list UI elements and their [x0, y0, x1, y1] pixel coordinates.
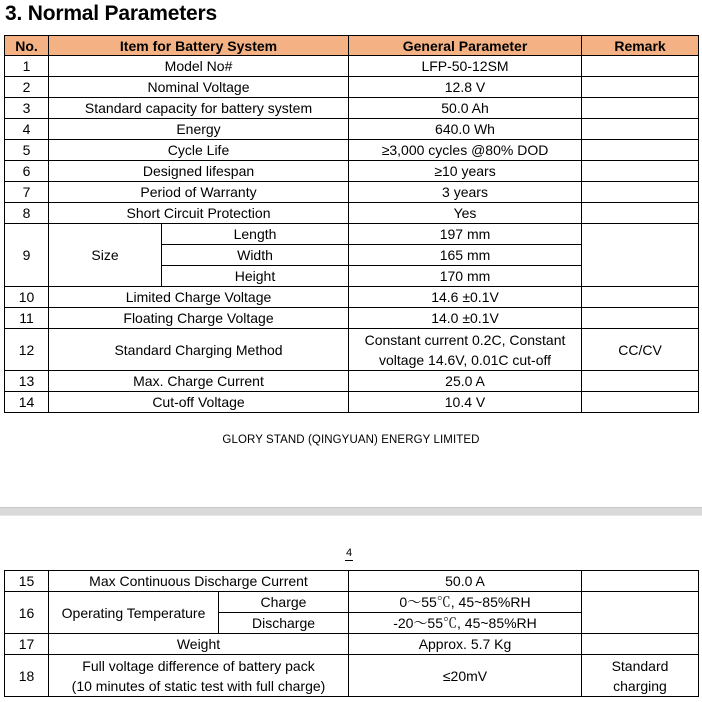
table-row: [5, 329, 699, 371]
remark-cell: [582, 119, 699, 140]
parameter-value: LFP-50-12SM: [349, 56, 582, 77]
parameter-value: 50.0 Ah: [349, 98, 582, 119]
remark-cell: [582, 655, 699, 697]
table-row: [5, 392, 699, 413]
row-number: 9: [5, 224, 49, 287]
item-line: Full voltage difference of battery pack: [82, 657, 315, 674]
parameter-value: 640.0 Wh: [349, 119, 582, 140]
row-number: 16: [5, 592, 49, 634]
table-row: [5, 287, 699, 308]
table-row: [5, 119, 699, 140]
column-header-no: No.: [5, 36, 49, 56]
parameter-value: ≤20mV: [349, 655, 582, 697]
discharge-label: Discharge: [219, 613, 349, 634]
parameter-value: Approx. 5.7 Kg: [349, 634, 582, 655]
parameter-value: 25.0 A: [349, 371, 582, 392]
table-row: [5, 56, 699, 77]
row-number: 2: [5, 77, 49, 98]
row-number: 5: [5, 140, 49, 161]
page-separator: [0, 507, 702, 516]
charge-label: Charge: [219, 592, 349, 613]
row-number: 6: [5, 161, 49, 182]
size-length-value: 197 mm: [349, 224, 582, 245]
column-header-remark: Remark: [582, 36, 699, 56]
row-number: 10: [5, 287, 49, 308]
normal-parameters-table: [4, 35, 699, 413]
remark-cell: [582, 224, 699, 287]
parameter-value: 3 years: [349, 182, 582, 203]
remark-cell: [582, 287, 699, 308]
page-number: 4: [346, 547, 353, 559]
remark-cell: [582, 182, 699, 203]
remark-cell: [582, 161, 699, 182]
size-label: Size: [49, 224, 162, 287]
normal-parameters-table-continued: [4, 570, 699, 697]
remark-cell: [582, 634, 699, 655]
item-name: Max. Charge Current: [49, 371, 349, 392]
parameter-value: [349, 329, 582, 371]
table-row: [5, 98, 699, 119]
row-number: 7: [5, 182, 49, 203]
remark-cell: [582, 140, 699, 161]
remark-cell: [582, 203, 699, 224]
row-number: 3: [5, 98, 49, 119]
row-number: 17: [5, 634, 49, 655]
parameter-line: Constant current 0.2C, Constant: [364, 331, 566, 348]
row-number: 18: [5, 655, 49, 697]
item-name: Cut-off Voltage: [49, 392, 349, 413]
size-height-value: 170 mm: [349, 266, 582, 287]
parameter-line: voltage 14.6V, 0.01C cut-off: [379, 351, 552, 368]
remark-line: Standard: [611, 657, 669, 674]
table-row: [5, 77, 699, 98]
remark-cell: [582, 392, 699, 413]
item-name: Standard capacity for battery system: [49, 98, 349, 119]
row-number: 11: [5, 308, 49, 329]
table-row: [5, 571, 699, 592]
parameter-value: Yes: [349, 203, 582, 224]
table-row: [5, 308, 699, 329]
size-length-label: Length: [162, 224, 349, 245]
parameter-value: 14.0 ±0.1V: [349, 308, 582, 329]
parameter-value: 50.0 A: [349, 571, 582, 592]
remark-cell: [582, 592, 699, 634]
column-header-item: Item for Battery System: [49, 36, 349, 56]
item-line: (10 minutes of static test with full charge): [71, 677, 326, 694]
row-number: 15: [5, 571, 49, 592]
item-name: Short Circuit Protection: [49, 203, 349, 224]
size-width-value: 165 mm: [349, 245, 582, 266]
parameter-value: ≥10 years: [349, 161, 582, 182]
item-name: Period of Warranty: [49, 182, 349, 203]
table-row: [5, 634, 699, 655]
table-row: [5, 140, 699, 161]
row-number: 13: [5, 371, 49, 392]
parameter-value: 12.8 V: [349, 77, 582, 98]
size-height-label: Height: [162, 266, 349, 287]
table-row: [5, 655, 699, 697]
item-name: Standard Charging Method: [49, 329, 349, 371]
company-footer: GLORY STAND (QINGYUAN) ENERGY LIMITED: [222, 434, 480, 446]
discharge-temperature: -20～55℃, 45~85%RH: [349, 613, 582, 634]
table-header-row: [5, 36, 699, 56]
table-row: [5, 161, 699, 182]
size-width-label: Width: [162, 245, 349, 266]
row-number: 8: [5, 203, 49, 224]
table-row: [5, 592, 699, 613]
table-row: [5, 224, 699, 245]
row-number: 1: [5, 56, 49, 77]
item-name: [49, 655, 349, 697]
table-row: [5, 203, 699, 224]
remark-cell: [582, 571, 699, 592]
remark-cell: [582, 77, 699, 98]
item-name: Weight: [49, 634, 349, 655]
row-number: 14: [5, 392, 49, 413]
section-heading: 3. Normal Parameters: [5, 2, 217, 25]
table-row: [5, 371, 699, 392]
item-name: Operating Temperature: [49, 592, 219, 634]
remark-line: charging: [613, 677, 667, 694]
row-number: 4: [5, 119, 49, 140]
remark-cell: CC/CV: [582, 329, 699, 371]
item-name: Floating Charge Voltage: [49, 308, 349, 329]
item-name: Model No#: [49, 56, 349, 77]
column-header-parameter: General Parameter: [349, 36, 582, 56]
remark-cell: [582, 98, 699, 119]
table-row: [5, 182, 699, 203]
item-name: Max Continuous Discharge Current: [49, 571, 349, 592]
item-name: Limited Charge Voltage: [49, 287, 349, 308]
parameter-value: 10.4 V: [349, 392, 582, 413]
remark-cell: [582, 56, 699, 77]
item-name: Designed lifespan: [49, 161, 349, 182]
charge-temperature: 0～55℃, 45~85%RH: [349, 592, 582, 613]
item-name: Nominal Voltage: [49, 77, 349, 98]
parameter-value: 14.6 ±0.1V: [349, 287, 582, 308]
item-name: Cycle Life: [49, 140, 349, 161]
remark-cell: [582, 308, 699, 329]
remark-cell: [582, 371, 699, 392]
parameter-value: ≥3,000 cycles @80% DOD: [349, 140, 582, 161]
row-number: 12: [5, 329, 49, 371]
item-name: Energy: [49, 119, 349, 140]
